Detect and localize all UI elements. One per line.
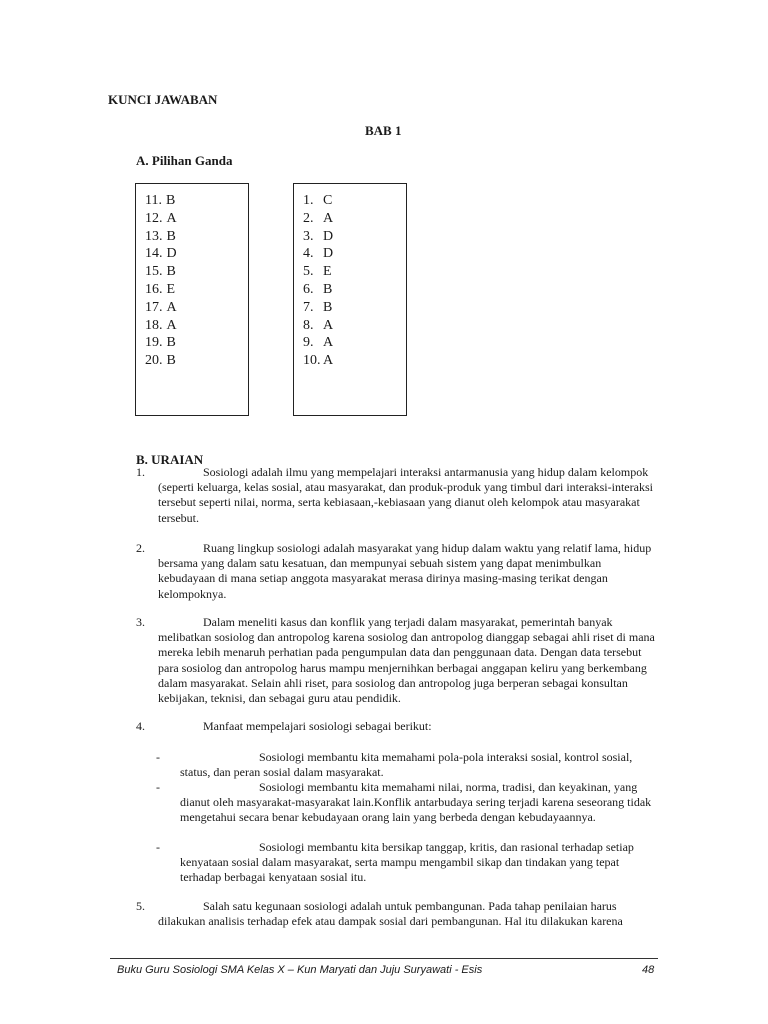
answer-row [303,281,406,299]
answer-row [303,299,406,317]
answer-number: 19. [145,335,163,351]
answer-row [303,263,406,281]
answer-number: 3. [303,228,314,244]
answer-row [303,210,406,228]
answer-number: 14. [145,246,163,262]
answer-letter: D [323,246,334,262]
answer-row [145,334,248,352]
answer-letter: E [166,281,176,297]
answer-number: 10. [303,353,321,369]
answer-letter: E [323,264,332,280]
answer-number: 7. [303,299,314,315]
answer-box-left [135,183,249,416]
answer-letter: B [166,335,176,351]
answer-letter: A [323,335,334,351]
answer-row [145,210,248,228]
answer-row [303,352,406,370]
essay-4-bullet-1 [156,750,656,780]
answer-number: 5. [303,264,314,280]
chapter-heading: BAB 1 [365,123,402,138]
answer-number: 20. [145,353,163,369]
answer-letter: D [323,228,334,244]
answer-row [303,245,406,263]
essay-4-bullet-2 [156,780,656,826]
bullet-dash: - [156,780,160,794]
answer-row [303,334,406,352]
essay-answer-3 [136,615,656,706]
answer-number: 16. [145,281,163,297]
answer-letter: A [323,353,334,369]
bullet-text: Sosiologi membantu kita memahami nilai, norma, tradisi, dan keyakinan, yang dianut oleh masyarakat-masyarakat lain.Konflik antarbudaya sering terjadi karena seseorang tidak mengetahui secara benar kebudayaan orang lain yang berbeda dengan kebudayaannya. [180,780,652,825]
answer-number: 9. [303,335,314,351]
answer-letter: B [166,264,176,280]
answer-row [145,192,248,210]
answer-number: 4. [303,246,314,262]
answer-letter: B [323,281,333,297]
essay-number: 1. [136,465,145,479]
essay-answer-4 [136,719,656,734]
essay-text: Dalam meneliti kasus dan konflik yang terjadi dalam masyarakat, pemerintah banyak melibatkan sosiolog dan antropolog karena sosiolog dan antropolog dianggap sebagai ahli riset di mana mereka lebih menaruh perhatian pada pengumpulan data dan penggunaan data. Dengan data tersebut para sosiolog dan antropolog harus mampu menjernihkan berbagai anggapan keliru yang berkembang dalam masyarakat. Selain ahli riset, para sosiolog dan antropolog juga berperan sebagai konsultan kebijakan, teknisi, dan sebagai guru atau pendidik. [158,615,655,706]
essay-4-bullet-3 [156,840,656,886]
essay-text: Manfaat mempelajari sosiologi sebagai berikut: [203,719,432,733]
essay-text: Sosiologi adalah ilmu yang mempelajari interaksi antarmanusia yang hidup dalam kelompok (seperti keluarga, kelas sosial, atau masyarakat, dan produk-produk yang timbul dari interaksi-interaksi tersebut seperti nilai, norma, serta kebiasaan,-kebiasaan yang dianut oleh kelompok atau masyarakat tersebut. [158,465,653,525]
answer-number: 8. [303,317,314,333]
essay-answer-1 [136,465,656,526]
answer-letter: A [166,299,177,315]
essay-number: 2. [136,541,145,555]
answer-row [145,263,248,281]
answer-number: 15. [145,264,163,280]
answer-row [145,245,248,263]
answer-row [303,228,406,246]
answer-number: 18. [145,317,163,333]
answer-number: 1. [303,193,314,208]
answer-number: 2. [303,210,314,226]
answer-row [145,281,248,299]
answer-letter: B [166,228,176,244]
answer-row [145,317,248,335]
answer-letter: D [166,246,177,262]
section-a-heading: A. Pilihan Ganda [136,153,233,168]
footer-rule [110,958,658,959]
answer-letter: A [166,317,177,333]
answer-letter: A [166,210,177,226]
footer-text: Buku Guru Sosiologi SMA Kelas X – Kun Maryati dan Juju Suryawati - Esis [117,964,483,976]
page-number: 48 [642,964,655,976]
answer-number: 6. [303,281,314,297]
answer-letter: C [323,193,333,208]
bullet-dash: - [156,840,160,854]
answer-row [303,192,406,210]
essay-text: Ruang lingkup sosiologi adalah masyarakat yang hidup dalam waktu yang relatif lama, hidup bersama yang dalam satu kesatuan, dan mempunyai sebuah sistem yang dapat menimbulkan kebudayaan di mana setiap anggota masyarakat merasa dirinya masing-masing terikat dengan kelompoknya. [158,541,652,601]
essay-answer-2 [136,541,656,602]
essay-text: Salah satu kegunaan sosiologi adalah untuk pembangunan. Pada tahap penilaian harus dilakukan analisis terhadap efek atau dampak sosial dari pembangunan. Hal itu dilakukan karena [158,899,623,929]
answer-letter: B [166,353,176,369]
answer-row [145,299,248,317]
answer-row [145,352,248,370]
bullet-text: Sosiologi membantu kita memahami pola-pola interaksi sosial, kontrol sosial, status, dan peran sosial dalam masyarakat. [180,750,633,780]
answer-row [303,317,406,335]
answer-number: 13. [145,228,163,244]
answer-letter: B [165,193,176,208]
document-title: KUNCI JAWABAN [108,92,218,107]
answer-letter: A [323,210,334,226]
essay-answer-5 [136,899,656,929]
bullet-dash: - [156,750,160,764]
essay-number: 5. [136,899,145,913]
answer-number: 11. [145,193,162,208]
bullet-text: Sosiologi membantu kita bersikap tanggap, kritis, dan rasional terhadap setiap kenyataan sosial dalam masyarakat, serta mampu mengambil sikap dan tindakan yang tepat terhadap berbagai kenyataan sosial itu. [180,840,634,885]
answer-letter: B [323,299,333,315]
essay-number: 3. [136,615,145,629]
answer-number: 17. [145,299,163,315]
answer-number: 12. [145,210,163,226]
section-b-heading: B. URAIAN [136,452,204,467]
answer-letter: A [323,317,334,333]
answer-box-right [293,183,407,416]
answer-row [145,228,248,246]
essay-number: 4. [136,719,145,733]
